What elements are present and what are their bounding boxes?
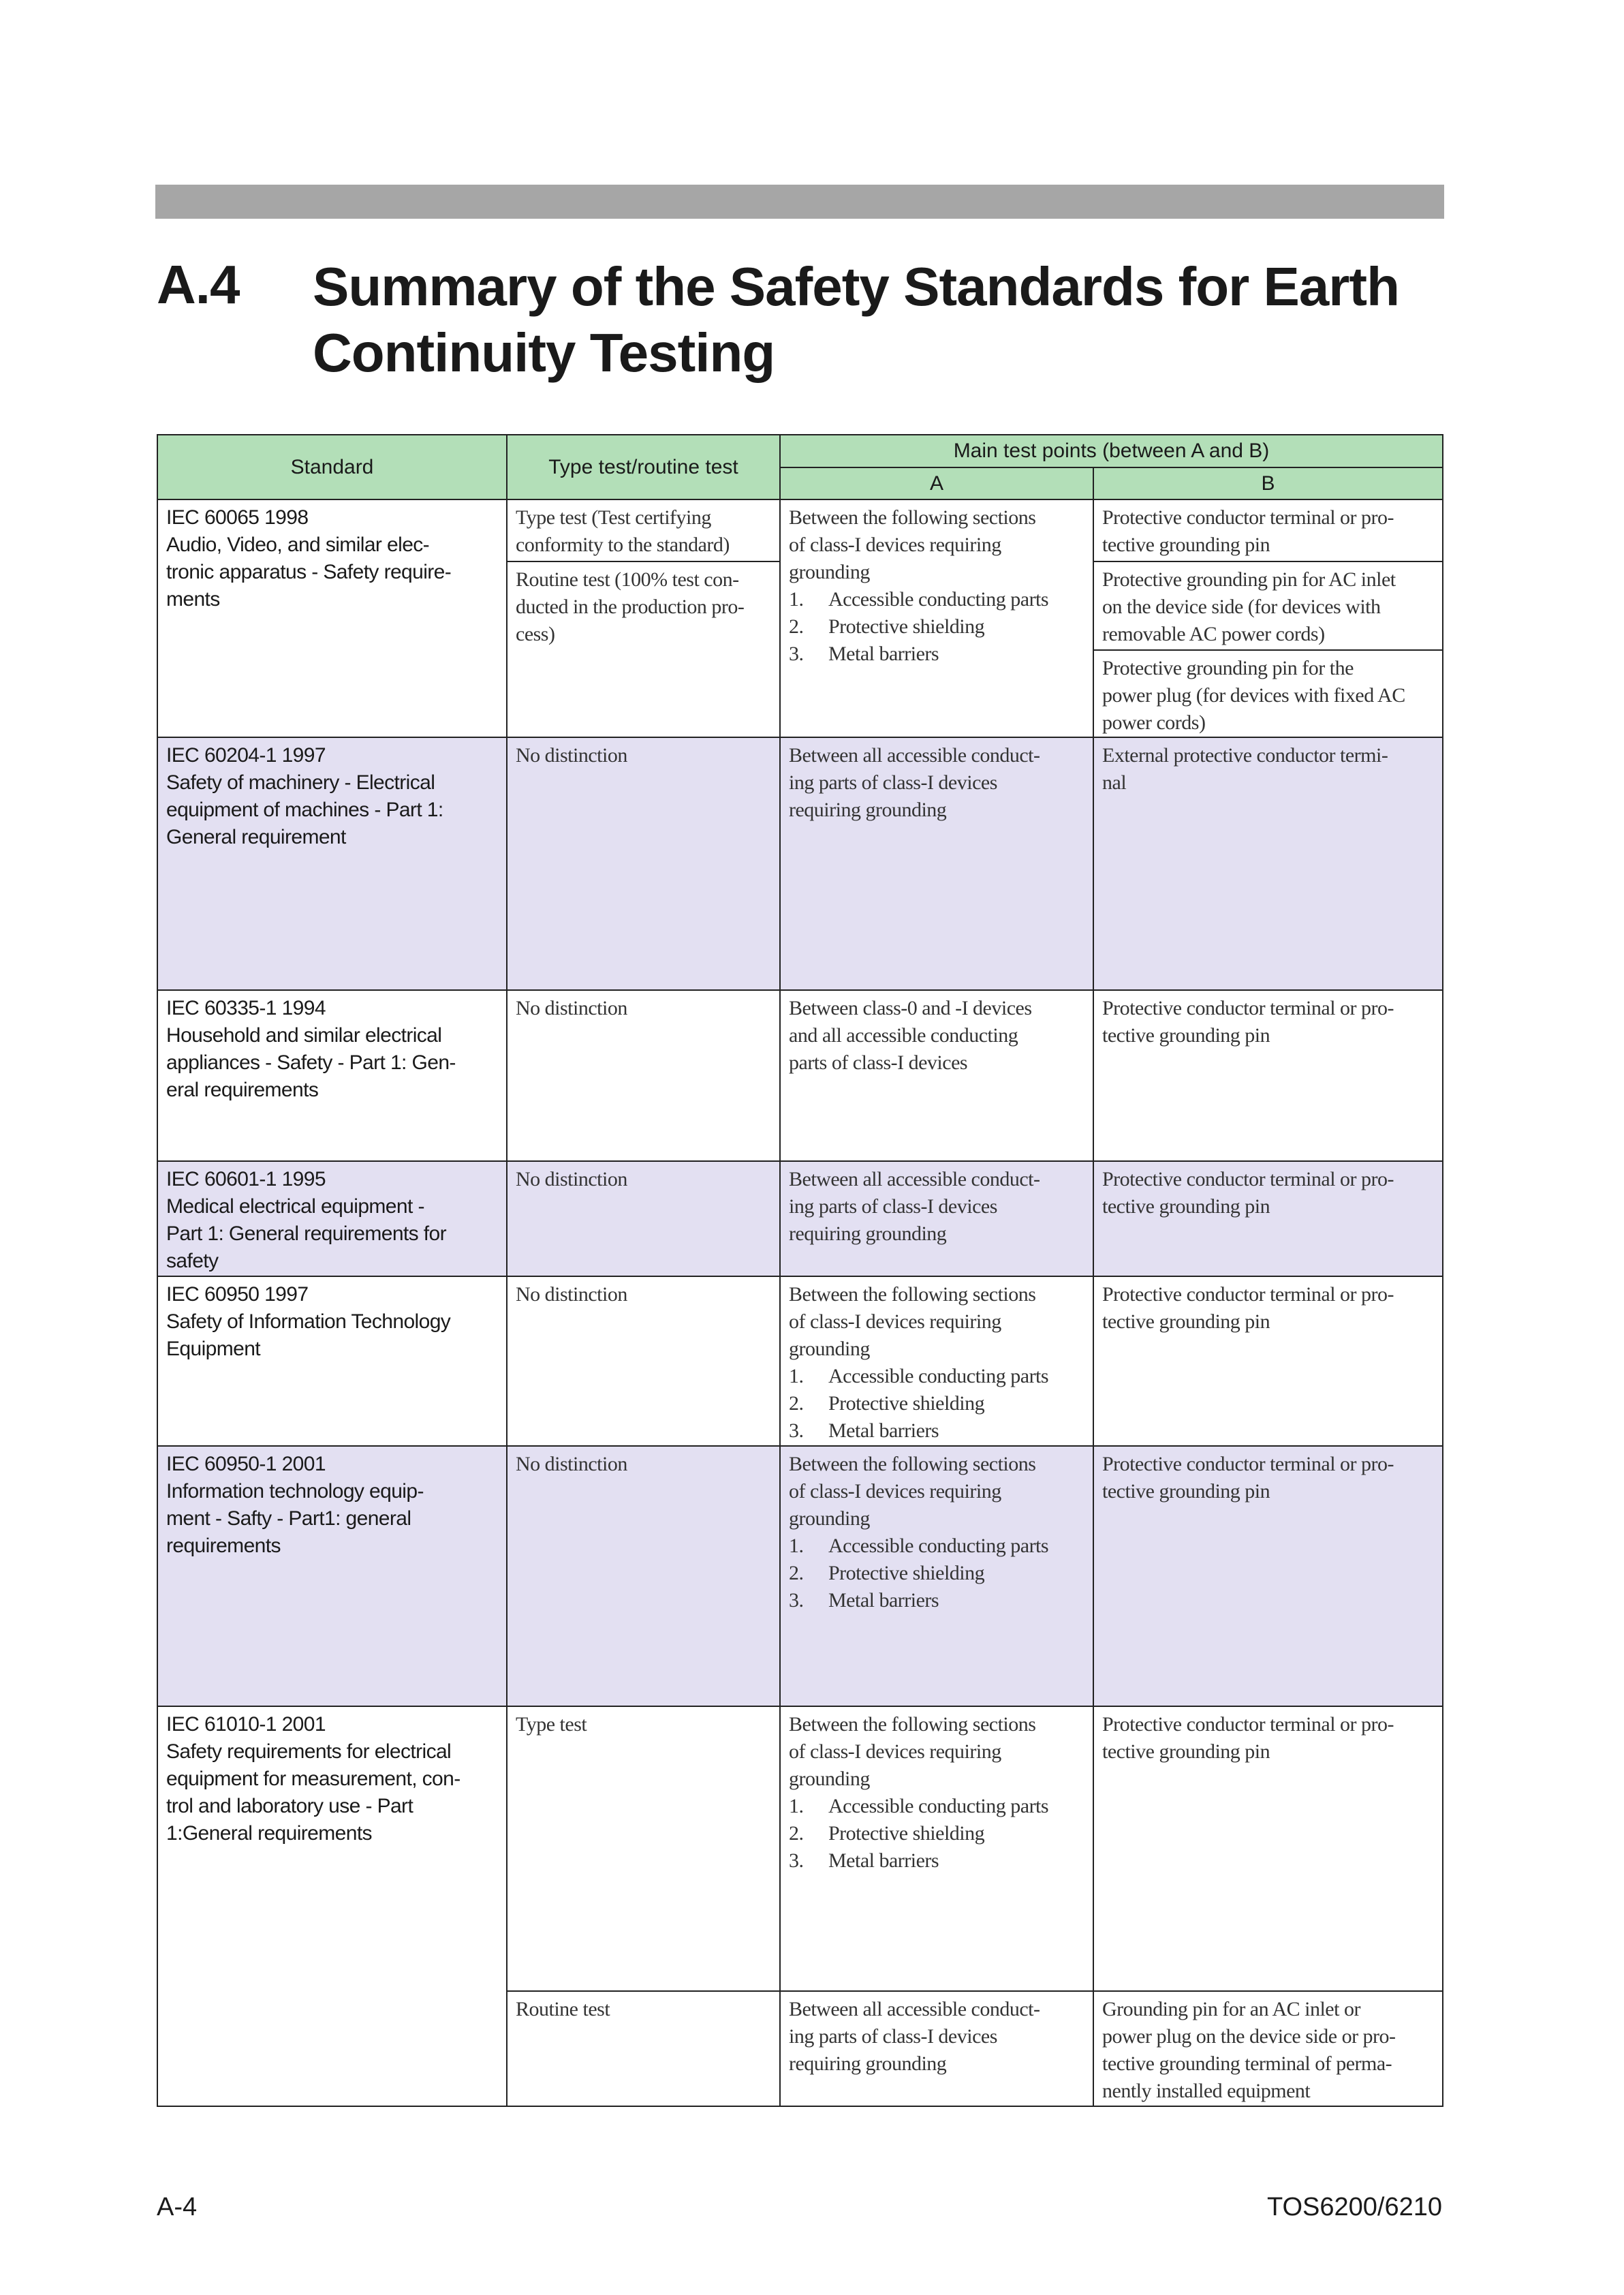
cell-text-line: No distinction [516, 1283, 627, 1306]
header-type: Type test/routine test [506, 434, 781, 500]
list-text: Protective shielding [828, 1392, 985, 1415]
standard-cell [157, 737, 507, 991]
standard-cell [157, 499, 507, 738]
cell-text-line: Protective conductor terminal or pro- [1102, 506, 1394, 529]
cell-text-line: ing parts of class-I devices [789, 1195, 997, 1218]
cell-text-line: Protective conductor terminal or pro- [1102, 1283, 1394, 1306]
cell-text-line: nently installed equipment [1102, 2080, 1311, 2102]
list-text: Metal barriers [828, 643, 939, 665]
point-b-cell [1093, 1990, 1443, 2107]
cell-text-line: eral requirements [166, 1079, 319, 1101]
cell-text-line: Protective conductor terminal or pro- [1102, 1453, 1394, 1475]
header-standard: Standard [157, 434, 507, 500]
type-cell [506, 499, 781, 562]
type-cell [506, 989, 781, 1162]
point-b-cell [1093, 989, 1443, 1162]
cell-text-line: No distinction [516, 997, 627, 1019]
cell-text-line: grounding [789, 1768, 870, 1790]
cell-text-line: Protective grounding pin for the [1102, 657, 1354, 679]
point-a-cell [779, 1160, 1094, 1277]
list-number: 1. [789, 1365, 804, 1387]
cell-text-line: IEC 60950 1997 [166, 1283, 309, 1306]
cell-text-line: ments [166, 588, 220, 611]
cell-text-line: power cords) [1102, 711, 1206, 734]
cell-text-line: of class-I devices requiring [789, 1480, 1001, 1503]
list-number: 3. [789, 1589, 804, 1612]
type-cell [506, 1276, 781, 1447]
cell-text-line: ment - Safty - Part1: general [166, 1507, 411, 1530]
cell-text-line: and all accessible conducting [789, 1024, 1018, 1047]
cell-text-line: Protective conductor terminal or pro- [1102, 997, 1394, 1019]
cell-text-line: Between all accessible conduct- [789, 1168, 1040, 1190]
list-number: 2. [789, 1392, 804, 1415]
cell-text-line: cess) [516, 623, 555, 645]
cell-text-line: grounding [789, 1507, 870, 1530]
cell-text-line: ing parts of class-I devices [789, 2025, 997, 2048]
cell-text-line: safety [166, 1250, 219, 1272]
list-number: 2. [789, 1822, 804, 1845]
cell-text-line: IEC 60065 1998 [166, 506, 309, 529]
list-text: Accessible conducting parts [828, 588, 1049, 611]
section-header-bar [155, 185, 1444, 219]
list-item [789, 1417, 1084, 1445]
list-text: Accessible conducting parts [828, 1535, 1049, 1557]
list-text: Metal barriers [828, 1419, 939, 1442]
cell-text-line: power plug on the device side or pro- [1102, 2025, 1396, 2048]
cell-text-line: Between the following sections [789, 506, 1036, 529]
cell-text-line: IEC 61010-1 2001 [166, 1713, 326, 1736]
list-item [789, 586, 1084, 613]
list-number: 3. [789, 643, 804, 665]
cell-text-line: requiring grounding [789, 799, 947, 821]
cell-text-line: on the device side (for devices with [1102, 596, 1381, 618]
cell-text-line: Audio, Video, and similar elec- [166, 534, 430, 556]
list-item [789, 1560, 1084, 1587]
list-item [789, 1847, 1084, 1875]
cell-text-line: Protective conductor terminal or pro- [1102, 1168, 1394, 1190]
title-line: Summary of the Safety Standards for Earth [313, 256, 1399, 317]
cell-text-line: Household and similar electrical [166, 1024, 442, 1047]
list-item [789, 1587, 1084, 1614]
model-name: TOS6200/6210 [1266, 2193, 1442, 2221]
cell-text-line: Between all accessible conduct- [789, 744, 1040, 767]
list-text: Accessible conducting parts [828, 1795, 1049, 1817]
cell-text-line: ing parts of class-I devices [789, 771, 997, 794]
list-item [789, 1532, 1084, 1560]
list-text: Protective shielding [828, 1822, 985, 1845]
cell-text-line: General requirement [166, 826, 346, 848]
cell-text-line: of class-I devices requiring [789, 1310, 1001, 1333]
point-a-cell [779, 1445, 1094, 1707]
cell-text-line: Equipment [166, 1338, 261, 1360]
standard-cell [157, 1160, 507, 1277]
cell-text-line: requiring grounding [789, 1222, 947, 1245]
list-text: Protective shielding [828, 1562, 985, 1584]
cell-text-line: tective grounding pin [1102, 534, 1270, 556]
cell-text-line: requiring grounding [789, 2052, 947, 2075]
type-cell [506, 1990, 781, 2107]
type-cell [506, 1160, 781, 1277]
cell-text-line: appliances - Safety - Part 1: Gen- [166, 1051, 456, 1074]
cell-text-line: 1:General requirements [166, 1822, 372, 1845]
cell-text-line: requirements [166, 1535, 281, 1557]
cell-text-line: IEC 60204-1 1997 [166, 744, 326, 767]
cell-text-line: tective grounding pin [1102, 1195, 1270, 1218]
list-item [789, 613, 1084, 641]
cell-text-line: tective grounding pin [1102, 1310, 1270, 1333]
point-a-cell [779, 1990, 1094, 2107]
point-a-cell [779, 1276, 1094, 1447]
cell-text-line: power plug (for devices with fixed AC [1102, 684, 1405, 707]
list-text: Metal barriers [828, 1849, 939, 1872]
cell-text-line: Type test (Test certifying [516, 506, 711, 529]
cell-text-line: equipment of machines - Part 1: [166, 799, 443, 821]
point-b-cell [1093, 1445, 1443, 1707]
standard-cell [157, 989, 507, 1162]
cell-text-line: Type test [516, 1713, 587, 1736]
cell-text-line: of class-I devices requiring [789, 1740, 1001, 1763]
list-item [789, 1820, 1084, 1847]
type-cell [506, 1445, 781, 1707]
list-number: 2. [789, 615, 804, 638]
list-item [789, 1363, 1084, 1390]
cell-text-line: removable AC power cords) [1102, 623, 1325, 645]
point-a-cell [779, 1706, 1094, 1992]
page-title [313, 253, 1399, 386]
header-b: B [1093, 467, 1443, 500]
point-b-cell [1093, 499, 1443, 562]
cell-text-line: equipment for measurement, con- [166, 1768, 460, 1790]
point-a-cell [779, 737, 1094, 991]
page-number: A-4 [157, 2193, 198, 2221]
list-text: Accessible conducting parts [828, 1365, 1049, 1387]
cell-text-line: tective grounding pin [1102, 1740, 1270, 1763]
cell-text-line: nal [1102, 771, 1127, 794]
standard-cell [157, 1445, 507, 1707]
cell-text-line: Routine test (100% test con- [516, 568, 739, 591]
list-number: 1. [789, 588, 804, 611]
type-cell [506, 737, 781, 991]
point-a-cell [779, 989, 1094, 1162]
cell-text-line: No distinction [516, 1453, 627, 1475]
point-b-cell [1093, 1276, 1443, 1447]
list-number: 2. [789, 1562, 804, 1584]
point-b-cell [1093, 1160, 1443, 1277]
standard-cell [157, 1276, 507, 1447]
cell-text-line: No distinction [516, 744, 627, 767]
cell-text-line: IEC 60335-1 1994 [166, 997, 326, 1019]
list-item [789, 1793, 1084, 1820]
type-cell [506, 561, 781, 738]
cell-text-line: Grounding pin for an AC inlet or [1102, 1998, 1360, 2020]
list-item [789, 641, 1084, 668]
cell-text-line: ducted in the production pro- [516, 596, 745, 618]
point-b-cell [1093, 561, 1443, 651]
type-cell [506, 1706, 781, 1992]
cell-text-line: No distinction [516, 1168, 627, 1190]
cell-text-line: Between class-0 and -I devices [789, 997, 1032, 1019]
standard-cell [157, 1706, 507, 2107]
list-text: Metal barriers [828, 1589, 939, 1612]
cell-text-line: of class-I devices requiring [789, 534, 1001, 556]
point-b-cell [1093, 649, 1443, 738]
cell-text-line: Part 1: General requirements for [166, 1222, 446, 1245]
cell-text-line: Between all accessible conduct- [789, 1998, 1040, 2020]
cell-text-line: IEC 60601-1 1995 [166, 1168, 326, 1190]
cell-text-line: tective grounding terminal of perma- [1102, 2052, 1392, 2075]
cell-text-line: Information technology equip- [166, 1480, 424, 1503]
cell-text-line: trol and laboratory use - Part [166, 1795, 413, 1817]
cell-text-line: External protective conductor termi- [1102, 744, 1388, 767]
cell-text-line: Safety of Information Technology [166, 1310, 451, 1333]
cell-text-line: grounding [789, 1338, 870, 1360]
list-number: 3. [789, 1419, 804, 1442]
cell-text-line: conformity to the standard) [516, 534, 730, 556]
cell-text-line: IEC 60950-1 2001 [166, 1453, 326, 1475]
cell-text-line: Routine test [516, 1998, 610, 2020]
list-text: Protective shielding [828, 615, 985, 638]
list-number: 3. [789, 1849, 804, 1872]
cell-text-line: tective grounding pin [1102, 1480, 1270, 1503]
point-b-cell [1093, 737, 1443, 991]
cell-text-line: Protective conductor terminal or pro- [1102, 1713, 1394, 1736]
title-line: Continuity Testing [313, 322, 775, 383]
list-item [789, 1390, 1084, 1417]
cell-text-line: parts of class-I devices [789, 1051, 968, 1074]
header-main-test-points: Main test points (between A and B) [779, 434, 1443, 468]
cell-text-line: tective grounding pin [1102, 1024, 1270, 1047]
cell-text-line: Protective grounding pin for AC inlet [1102, 568, 1396, 591]
header-a: A [779, 467, 1094, 500]
list-number: 1. [789, 1795, 804, 1817]
cell-text-line: Between the following sections [789, 1713, 1036, 1736]
cell-text-line: grounding [789, 561, 870, 583]
cell-text-line: Between the following sections [789, 1283, 1036, 1306]
list-number: 1. [789, 1535, 804, 1557]
point-a-cell [779, 499, 1094, 738]
point-b-cell [1093, 1706, 1443, 1992]
cell-text-line: Medical electrical equipment - [166, 1195, 424, 1218]
cell-text-line: Safety requirements for electrical [166, 1740, 452, 1763]
cell-text-line: Between the following sections [789, 1453, 1036, 1475]
cell-text-line: tronic apparatus - Safety require- [166, 561, 452, 583]
section-number: A.4 [157, 254, 240, 315]
cell-text-line: Safety of machinery - Electrical [166, 771, 435, 794]
